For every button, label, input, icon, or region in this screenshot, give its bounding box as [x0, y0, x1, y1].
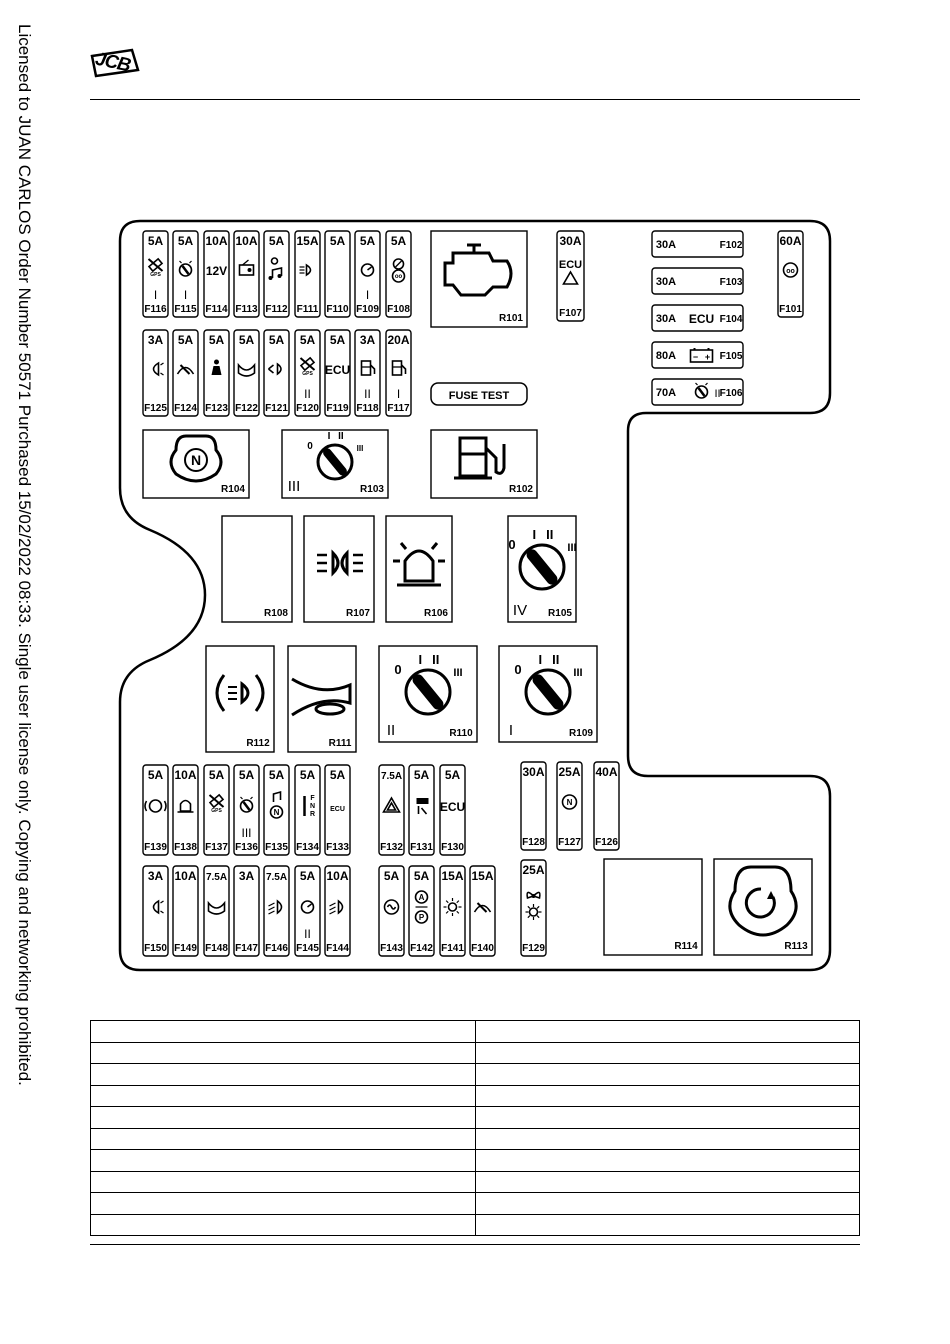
roman-numeral: II — [304, 387, 311, 401]
legend-cell — [91, 1128, 476, 1150]
svg-text:12V: 12V — [205, 264, 228, 278]
relay-label: R103 — [360, 484, 384, 495]
fuse-f138 — [173, 765, 198, 855]
legend-cell — [475, 1150, 860, 1172]
relay-r102 — [431, 430, 537, 498]
fuse-rating: 60A — [779, 234, 802, 248]
fuse-rating: 30A — [655, 239, 677, 251]
svg-text:N: N — [190, 452, 202, 468]
fuse-f111 — [295, 231, 320, 317]
fuse-label: F142 — [410, 943, 433, 954]
fuse-rating: 5A — [413, 869, 430, 883]
svg-text:FUSE TEST: FUSE TEST — [448, 390, 510, 402]
switch-position: 0 — [508, 537, 516, 552]
switch-position: I — [538, 652, 543, 667]
relay-label: R106 — [424, 608, 448, 619]
fuse-f104 — [652, 305, 743, 331]
fuse-rating: 30A — [655, 313, 677, 325]
fuse-rating: 5A — [329, 768, 346, 782]
fuse-rating: 5A — [177, 234, 194, 248]
fuse-rating: 15A — [471, 869, 494, 883]
fuse-f147 — [234, 866, 259, 956]
roman-numeral: II — [386, 722, 396, 739]
fuse-label: F146 — [265, 943, 288, 954]
fuse-label: F136 — [235, 842, 258, 853]
relay-r104 — [143, 430, 249, 498]
fuse-f142 — [409, 866, 434, 956]
fuse-rating: 30A — [655, 276, 677, 288]
svg-text:GPS: GPS — [302, 371, 313, 377]
legend-cell — [91, 1193, 476, 1215]
fuse-label: F130 — [441, 842, 464, 853]
fuse-rating: 5A — [208, 333, 225, 347]
legend-row — [91, 1214, 860, 1236]
fuse-f133 — [325, 765, 350, 855]
fuse-rating: 5A — [177, 333, 194, 347]
legend-row — [91, 1193, 860, 1215]
fuse-rating: 20A — [387, 333, 410, 347]
relay-r111 — [288, 646, 356, 752]
fuse-f121 — [264, 330, 289, 416]
legend-cell — [475, 1064, 860, 1086]
fuse-label: F140 — [471, 943, 494, 954]
legend-row — [91, 1042, 860, 1064]
fuse-f140 — [470, 866, 495, 956]
fuse-f149 — [173, 866, 198, 956]
legend-cell — [475, 1214, 860, 1236]
switch-position: III — [567, 542, 577, 554]
fuse-f101 — [778, 231, 803, 317]
fuse-rating: 25A — [558, 765, 581, 779]
fuse-rating: 5A — [299, 333, 316, 347]
fuse-rating: 5A — [413, 768, 430, 782]
svg-text:−: − — [692, 352, 699, 362]
fuse-f110 — [325, 231, 350, 317]
relay-r108 — [222, 516, 292, 622]
fuse-f141 — [440, 866, 465, 956]
legend-cell — [475, 1021, 860, 1043]
fuse-f115 — [173, 231, 198, 317]
fuse-rating: 5A — [268, 768, 285, 782]
legend-row — [91, 1064, 860, 1086]
svg-text:+: + — [704, 352, 711, 362]
fuse-f126 — [594, 762, 619, 850]
fuse-label: F111 — [296, 304, 319, 315]
fuse-f122 — [234, 330, 259, 416]
switch-position: 0 — [307, 441, 313, 452]
legend-row — [91, 1021, 860, 1043]
ecu-small-icon — [330, 806, 345, 813]
fuse-f144 — [325, 866, 350, 956]
fuse-label: F117 — [387, 403, 410, 414]
relay-r107 — [304, 516, 374, 622]
ecu-icon — [325, 363, 350, 377]
fuse-rating: 5A — [329, 333, 346, 347]
fuse-f103 — [652, 268, 743, 294]
fuse-label: F126 — [595, 837, 618, 848]
fuse-f113 — [234, 231, 259, 317]
fuse-rating: 5A — [208, 768, 225, 782]
fuse-label: F123 — [205, 403, 228, 414]
legend-row — [91, 1171, 860, 1193]
fuse-label: F148 — [205, 943, 228, 954]
fuse-label: F125 — [144, 403, 167, 414]
gps-satellite-icon — [210, 795, 224, 814]
relay-label: R102 — [509, 484, 533, 495]
fuse-label: F149 — [174, 943, 197, 954]
gps-satellite-icon — [149, 259, 163, 278]
fuse-f118 — [355, 330, 380, 416]
fuse-rating: 80A — [655, 350, 677, 362]
svg-text:N: N — [273, 808, 280, 817]
fuse-rating: 10A — [205, 234, 228, 248]
svg-text:GPS: GPS — [211, 808, 222, 814]
fuse-rating: 7.5A — [205, 872, 228, 883]
fuse-rating: 5A — [268, 333, 285, 347]
relay-r105 — [508, 516, 577, 622]
fuse-label: F144 — [326, 943, 349, 954]
fuse-label: F139 — [144, 842, 167, 853]
relay-r113 — [714, 859, 812, 955]
fuse-f120 — [295, 330, 320, 416]
fuse-label: F122 — [235, 403, 258, 414]
relay-r110 — [379, 646, 477, 742]
fuse-rating: 10A — [174, 869, 197, 883]
fuse-rating: 5A — [238, 768, 255, 782]
fuse-label: F105 — [719, 351, 743, 362]
fuse-f143 — [379, 866, 404, 956]
fuse-f135 — [264, 765, 289, 855]
fuse-label: F118 — [356, 403, 379, 414]
12v-socket-icon — [206, 264, 227, 278]
svg-text:ECU: ECU — [558, 259, 583, 271]
fuse-label: F128 — [522, 837, 545, 848]
legend-cell — [91, 1021, 476, 1043]
fuse-label: F106 — [719, 388, 743, 399]
fuse-f129 — [521, 860, 546, 956]
relay-r103 — [282, 430, 388, 498]
fuse-rating: 3A — [238, 869, 255, 883]
fuse-f134 — [295, 765, 320, 855]
roman-numeral: II — [304, 927, 311, 941]
brand-text: JCB — [93, 48, 132, 77]
fuse-rating: 40A — [595, 765, 618, 779]
fuse-label: F109 — [356, 304, 379, 315]
fuse-f131 — [409, 765, 434, 855]
fuse-f123 — [204, 330, 229, 416]
gps-satellite-icon — [301, 358, 315, 377]
switch-position: I — [532, 527, 537, 542]
fuse-f137 — [204, 765, 229, 855]
fuse-label: F110 — [326, 304, 349, 315]
ecu-icon — [440, 800, 465, 814]
svg-text:GPS: GPS — [150, 272, 161, 278]
roman-numeral: I — [183, 288, 188, 302]
fuse-rating: 25A — [522, 863, 545, 877]
fuse-f114 — [204, 231, 229, 317]
fuse-rating: 30A — [522, 765, 545, 779]
fuse-rating: 5A — [299, 768, 316, 782]
switch-position: II — [546, 527, 554, 542]
legend-cell — [91, 1042, 476, 1064]
legend-cell — [475, 1107, 860, 1129]
fuse-label: F129 — [522, 943, 545, 954]
fuse-rating: 5A — [329, 234, 346, 248]
relay-label: R105 — [548, 608, 572, 619]
fuse-label: F114 — [205, 304, 228, 315]
fuse-label: F103 — [719, 277, 743, 288]
legend-cell — [475, 1171, 860, 1193]
legend-cell — [91, 1214, 476, 1236]
legend-row — [91, 1128, 860, 1150]
relay-r112 — [206, 646, 274, 752]
legend-cell — [91, 1085, 476, 1107]
fuse-test-label — [431, 383, 527, 405]
fuse-rating: 10A — [326, 869, 349, 883]
fuse-label: F107 — [559, 308, 582, 319]
fuse-rating: 5A — [147, 768, 164, 782]
legend-row — [91, 1085, 860, 1107]
footer-rule — [90, 1244, 860, 1245]
switch-position: I — [418, 652, 423, 667]
legend-table — [90, 1020, 860, 1236]
relay-r101 — [431, 231, 527, 327]
switch-position: II — [338, 431, 344, 442]
svg-text:ECU: ECU — [330, 806, 345, 813]
fuse-rating: 15A — [296, 234, 319, 248]
fuse-label: F127 — [558, 837, 581, 848]
fuse-label: F143 — [380, 943, 403, 954]
fuse-rating: 5A — [147, 234, 164, 248]
fuse-f127 — [557, 762, 582, 850]
svg-text:P: P — [418, 913, 425, 922]
fuse-label: F116 — [144, 304, 167, 315]
fuse-f128 — [521, 762, 546, 850]
ecu-icon — [689, 312, 714, 326]
fuse-rating: 10A — [174, 768, 197, 782]
switch-position: III — [453, 667, 463, 679]
fuse-f117 — [386, 330, 411, 416]
legend-cell — [475, 1128, 860, 1150]
fuse-f116 — [143, 231, 168, 317]
fuse-label: F104 — [719, 314, 743, 325]
roman-numeral: I — [365, 288, 370, 302]
fuse-f146 — [264, 866, 289, 956]
relay-label: R112 — [246, 738, 270, 749]
fuse-f125 — [143, 330, 168, 416]
svg-text:F: F — [310, 795, 315, 802]
fuse-label: F102 — [719, 240, 743, 251]
fuse-label: F121 — [265, 403, 288, 414]
relay-label: R113 — [784, 941, 808, 952]
fuse-label: F138 — [174, 842, 197, 853]
fuse-label: F132 — [380, 842, 403, 853]
fuse-f119 — [325, 330, 350, 416]
fuse-rating: 5A — [268, 234, 285, 248]
fuse-f108 — [386, 231, 411, 317]
fuse-label: F101 — [779, 304, 802, 315]
fuse-f150 — [143, 866, 168, 956]
legend-row — [91, 1150, 860, 1172]
switch-position: 0 — [394, 662, 402, 677]
legend-cell — [475, 1085, 860, 1107]
svg-text:ECU: ECU — [688, 312, 715, 326]
svg-text:N: N — [566, 798, 573, 807]
switch-position: III — [356, 444, 364, 453]
svg-text:N: N — [309, 803, 316, 810]
fuse-rating: 5A — [238, 333, 255, 347]
legend-cell — [91, 1150, 476, 1172]
svg-text:oo: oo — [394, 274, 403, 280]
switch-position: II — [552, 652, 560, 667]
svg-text:oo: oo — [786, 268, 795, 275]
relay-label: R111 — [328, 738, 352, 749]
fuse-label: F113 — [235, 304, 258, 315]
fuse-f112 — [264, 231, 289, 317]
fuse-f148 — [204, 866, 229, 956]
fuse-f105 — [652, 342, 743, 368]
fuse-rating: 3A — [147, 869, 164, 883]
fuse-rating: 7.5A — [265, 872, 288, 883]
relay-label: R108 — [264, 608, 288, 619]
fuse-f106 — [652, 379, 743, 405]
legend-cell — [475, 1193, 860, 1215]
roman-numeral: II — [714, 388, 721, 400]
fuse-label: F141 — [441, 943, 464, 954]
fuse-label: F108 — [387, 304, 410, 315]
legend-cell — [91, 1064, 476, 1086]
fuse-label: F147 — [235, 943, 258, 954]
roman-numeral: III — [241, 826, 252, 840]
fuse-label: F115 — [174, 304, 197, 315]
relay-r106 — [386, 516, 452, 622]
fuse-label: F119 — [326, 403, 349, 414]
fuse-rating: 10A — [235, 234, 258, 248]
fuse-f139 — [143, 765, 168, 855]
fuse-label: F120 — [296, 403, 319, 414]
roman-numeral: III — [287, 478, 301, 495]
fuse-label: F135 — [265, 842, 288, 853]
fuse-f124 — [173, 330, 198, 416]
roman-numeral: II — [364, 387, 371, 401]
legend-cell — [475, 1042, 860, 1064]
roman-numeral: IV — [512, 602, 528, 619]
switch-position: 0 — [514, 662, 522, 677]
fuse-f136 — [234, 765, 259, 855]
fuse-rating: 30A — [559, 234, 582, 248]
switch-position: I — [327, 431, 331, 442]
svg-text:R: R — [309, 811, 316, 818]
fuse-f132 — [379, 765, 404, 855]
relay-r109 — [499, 646, 597, 742]
relay-label: R107 — [346, 608, 370, 619]
legend-cell — [91, 1171, 476, 1193]
fuse-rating: 70A — [655, 387, 677, 399]
fuse-rating: 5A — [444, 768, 461, 782]
relay-label: R114 — [674, 941, 698, 952]
switch-position: III — [573, 667, 583, 679]
fuse-label: F124 — [174, 403, 197, 414]
fuse-rating: 15A — [441, 869, 464, 883]
fuse-rating: 5A — [383, 869, 400, 883]
license-notice: Licensed to JUAN CARLOS Order Number 50571 Purchased 15/02/2022 08:33. Single user license only. Copying and networking prohibited. — [15, 24, 34, 1086]
fuse-rating: 7.5A — [380, 771, 403, 782]
fuse-f130 — [440, 765, 465, 855]
fuse-f109 — [355, 231, 380, 317]
roman-numeral: I — [508, 722, 514, 739]
relay-label: R101 — [499, 313, 523, 324]
fuse-rating: 5A — [359, 234, 376, 248]
fuse-f102 — [652, 231, 743, 257]
relay-label: R110 — [449, 728, 473, 739]
fuse-rating: 5A — [299, 869, 316, 883]
fuse-label: F133 — [326, 842, 349, 853]
relay-r114 — [604, 859, 702, 955]
legend-row — [91, 1107, 860, 1129]
fuse-rating: 3A — [359, 333, 376, 347]
relay-label: R109 — [569, 728, 593, 739]
svg-text:A: A — [418, 893, 425, 902]
legend-cell — [91, 1107, 476, 1129]
roman-numeral: I — [153, 288, 158, 302]
fuse-f107 — [557, 231, 584, 321]
fuse-label: F112 — [265, 304, 288, 315]
fuse-rating: 5A — [390, 234, 407, 248]
fuse-label: F150 — [144, 943, 167, 954]
relay-label: R104 — [221, 484, 245, 495]
fuse-f145 — [295, 866, 320, 956]
fuse-label: F134 — [296, 842, 319, 853]
fuse-label: F131 — [410, 842, 433, 853]
switch-position: II — [432, 652, 440, 667]
fuse-rating: 3A — [147, 333, 164, 347]
fuse-label: F137 — [205, 842, 228, 853]
roman-numeral: I — [396, 387, 401, 401]
svg-text:ECU: ECU — [439, 800, 466, 814]
fuse-label: F145 — [296, 943, 319, 954]
svg-text:ECU: ECU — [324, 363, 351, 377]
